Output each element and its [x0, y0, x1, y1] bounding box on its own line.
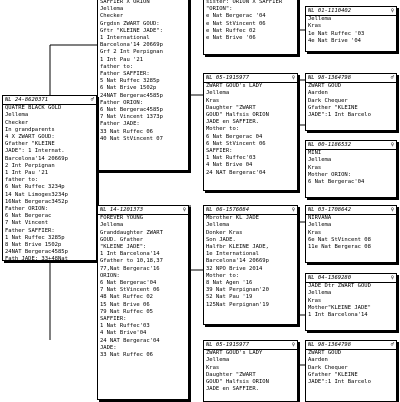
- ring-number: NL 98-1364798: [308, 75, 352, 81]
- card-text-line: JADE Dtr ZWART GOUD: [308, 283, 371, 290]
- sex-symbol-icon: ♀: [390, 142, 394, 148]
- card-body: [206, 0, 295, 42]
- card-text-line: NIRVANA: [308, 215, 332, 222]
- sex-symbol-icon: ♀: [390, 8, 394, 14]
- card-text-line: 1 Int Pau '21: [5, 170, 49, 177]
- card-text-line: sister: ORION X SAFFIER: [206, 0, 283, 5]
- card-text-line: 1 Nat Ruffec'03: [206, 155, 256, 162]
- connector-g3c-to-g4d: [298, 305, 305, 315]
- card-text-line: "KLEINE JADE":: [100, 244, 147, 251]
- card-header: [204, 75, 297, 83]
- card-body: [308, 207, 394, 251]
- sex-symbol-icon: ♂: [390, 75, 394, 81]
- card-text-line: Gftr "KLEINE JADE":: [100, 27, 163, 34]
- connector-g3c-to-g4c: [298, 215, 305, 222]
- card-text-line: Gfather "KLEINE: [308, 371, 358, 378]
- ring-number: NL 01-1110402: [308, 8, 352, 14]
- ring-number: NL 04-1369280: [308, 275, 352, 281]
- card-text-line: Daughter "ZWART: [206, 104, 256, 111]
- card-text-line: Son JADE.: [206, 236, 236, 243]
- card-text-line: 1 Nat Ruffec 3285p: [5, 234, 65, 241]
- card-text-line: Father ORION:: [100, 99, 144, 106]
- card-text-line: 1e Nat Ruffec '03: [308, 30, 365, 37]
- pedigree-card-g4-1[interactable]: [305, 6, 397, 52]
- card-text-line: 1e International: [206, 251, 259, 258]
- card-text-line: e Nat Brive '06: [206, 35, 256, 42]
- card-text-line: Dark Chequer: [308, 364, 348, 371]
- card-text-line: Jellema: [206, 357, 230, 364]
- ring-number: NL 00-1186532: [308, 142, 352, 148]
- card-text-line: 14 Nat Limoges3234p: [5, 191, 68, 198]
- card-text-line: e Nat Bergerac '04: [206, 13, 266, 20]
- card-text-line: Mother to:: [206, 272, 240, 279]
- card-text-line: Gfather "KLEINE: [308, 104, 358, 111]
- card-text-line: 32 NPO Brive 2014: [206, 265, 263, 272]
- card-text-line: 24NAT Bergerac4585p: [5, 249, 68, 256]
- card-header: [306, 275, 396, 283]
- card-header: [306, 75, 396, 83]
- card-text-line: 125Nat Perpignan'19: [206, 301, 269, 308]
- card-text-line: Mother ORION:: [308, 171, 352, 178]
- card-text-line: 39 Nat Perpignan'20: [206, 287, 269, 294]
- card-header: [306, 207, 396, 215]
- card-text-line: Kras: [206, 97, 220, 104]
- pedigree-card-g4-zwart-goud-2[interactable]: [305, 340, 397, 402]
- card-header: [306, 142, 396, 150]
- pedigree-card-root[interactable]: [2, 95, 97, 261]
- card-text-line: Kras: [308, 164, 322, 171]
- card-text-line: Checker: [5, 119, 29, 126]
- ring-number: NL 06-1576084: [206, 207, 250, 213]
- card-text-line: 48 Nat Ruffec 02: [100, 294, 153, 301]
- card-text-line: 6 Nat Bergerac'04: [308, 179, 365, 186]
- pedigree-card-g3-mbrother[interactable]: [203, 205, 298, 325]
- card-text-line: JADE":1 Int Barcelo: [308, 112, 371, 119]
- card-body: [308, 342, 394, 386]
- card-text-line: QUATRE BLACK GOLD: [5, 105, 62, 112]
- card-text-line: 6 Nat Bergerac4585p: [100, 107, 163, 114]
- card-body: [206, 342, 295, 393]
- card-text-line: Halfbr KLEINE JADE,: [206, 244, 269, 251]
- card-text-line: e Nat Ruffec 02: [206, 27, 256, 34]
- card-text-line: Jellema: [206, 90, 230, 97]
- card-text-line: Kras: [308, 229, 322, 236]
- card-text-line: JADE": 1 Internat.: [5, 148, 65, 155]
- card-text-line: GOUD" Halfsis ORION: [206, 379, 269, 386]
- card-text-line: Gfather to 10,18,37: [100, 258, 163, 265]
- card-text-line: 4 Nat Brive'04: [100, 330, 147, 337]
- card-header: [204, 207, 297, 215]
- card-header: [98, 207, 188, 215]
- card-text-line: 4 Nat Brive 04: [206, 162, 253, 169]
- card-text-line: ZWART GOUD: [308, 350, 342, 357]
- card-text-line: Mother"KLEINE JADE": [308, 304, 371, 311]
- card-body: [308, 275, 394, 319]
- pedigree-card-g4-zwart-goud-1[interactable]: [305, 73, 397, 131]
- ring-number: NL 05-1915977: [206, 75, 250, 81]
- ring-number: NL 24-8620371: [5, 97, 49, 103]
- card-text-line: 5 Nat Ruffec 3285p: [100, 78, 160, 85]
- card-text-line: SAFFIER:: [206, 148, 233, 155]
- card-text-line: Jellema: [308, 290, 332, 297]
- card-text-line: 7 Nat StVincent 06: [100, 287, 160, 294]
- card-text-line: Jellema: [308, 222, 332, 229]
- card-text-line: SAFFIER X ORION: [100, 0, 150, 5]
- card-text-line: JADE en SAFFIER.: [206, 119, 259, 126]
- card-body: [100, 207, 186, 359]
- pedigree-card-g4-mini[interactable]: [305, 140, 397, 198]
- sex-symbol-icon: ♀: [390, 275, 394, 281]
- card-text-line: 33 Nat Ruffec 06: [100, 352, 153, 359]
- card-text-line: 6 Nat Ruffec 3234p: [5, 184, 65, 191]
- connector-g3b-to-g4b: [298, 80, 305, 90]
- card-text-line: FOREVER YOUNG: [100, 215, 144, 222]
- card-text-line: JADE":1 Int Barcelo: [308, 379, 371, 386]
- card-body: [308, 142, 394, 186]
- card-text-line: 33 Nat Ruffec 06: [100, 128, 153, 135]
- card-text-line: Daughter "ZWART: [206, 371, 256, 378]
- card-text-line: Kras: [308, 297, 322, 304]
- card-text-line: 6 Nat Bergerac: [5, 213, 52, 220]
- card-text-line: Donker Kras: [206, 229, 243, 236]
- card-text-line: Jellema: [100, 6, 124, 13]
- card-text-line: 1 Int Pau '21: [100, 56, 144, 63]
- pedigree-card-g4-jade-dtr[interactable]: [305, 273, 397, 331]
- card-text-line: Aarden: [308, 90, 328, 97]
- sex-symbol-icon: ♀: [182, 207, 186, 213]
- card-text-line: Kras: [206, 364, 220, 371]
- card-text-line: MINI: [308, 150, 322, 157]
- pedigree-card-g3-lady-2[interactable]: [203, 340, 298, 402]
- card-text-line: ZWART GOUD's LADY: [206, 83, 263, 90]
- sex-symbol-icon: ♀: [291, 75, 295, 81]
- card-text-line: Barcelona'14 20669p: [206, 258, 269, 265]
- card-text-line: Gfather "KLEINE: [5, 141, 55, 148]
- card-text-line: 6e Nat StVincent 08: [308, 236, 371, 243]
- card-text-line: Checker: [100, 13, 124, 20]
- card-text-line: Dark Chequer: [308, 97, 348, 104]
- card-text-line: 24 NAT Bergerac'04: [100, 337, 160, 344]
- card-text-line: In grandparents: [5, 126, 55, 133]
- card-body: [5, 97, 94, 261]
- sex-symbol-icon: ♂: [90, 97, 94, 103]
- card-text-line: ZWART GOUD's LADY: [206, 350, 263, 357]
- ring-number: NL 14-1201373: [100, 207, 144, 213]
- card-text-line: 4e Nat Brive '04: [308, 37, 361, 44]
- connector-g3a-to-g4a: [298, 20, 305, 30]
- ring-number: NL 98-1364798: [308, 342, 352, 348]
- card-header: [306, 8, 396, 16]
- card-text-line: Barcelona'14 20669p: [5, 155, 68, 162]
- card-text-line: GOUD. Gfather: [100, 236, 144, 243]
- card-text-line: 15 Nat Brive 06: [100, 301, 150, 308]
- card-text-line: 7 Nat Vincent 1373p: [100, 114, 163, 121]
- card-text-line: Father ORION:: [5, 206, 49, 213]
- card-text-line: Jellema: [308, 157, 332, 164]
- card-text-line: Grf 2 Int Perpignan: [100, 49, 163, 56]
- card-text-line: Kras: [308, 23, 322, 30]
- card-text-line: 2 Int Perpignan: [5, 162, 55, 169]
- card-text-line: 79 Nat Ruffec 05: [100, 308, 153, 315]
- card-text-line: 8 Nat Agen '16: [206, 280, 253, 287]
- card-text-line: 4 X ZWART GOUD:: [5, 134, 55, 141]
- card-body: [100, 0, 186, 143]
- card-text-line: 1 Nat Ruffec'03: [100, 323, 150, 330]
- card-text-line: SAFFIER:: [100, 316, 127, 323]
- card-body: [206, 75, 295, 177]
- card-text-line: 24 NAT Bergerac'04: [206, 169, 266, 176]
- card-text-line: 6 Nat Bergerac 04: [206, 133, 263, 140]
- card-text-line: 77,Nat Bergerac'16: [100, 265, 160, 272]
- card-text-line: JADE:: [100, 344, 117, 351]
- card-text-line: ORION:: [100, 272, 120, 279]
- sex-symbol-icon: ♀: [390, 207, 394, 213]
- card-text-line: GOUD" Halfsis ORION: [206, 112, 269, 119]
- card-text-line: 1 Int Barcelona'14: [100, 251, 160, 258]
- card-text-line: Mbrother KL JADE: [206, 215, 259, 222]
- card-text-line: JADE en SAFFIER.: [206, 386, 259, 393]
- sex-symbol-icon: ♂: [390, 342, 394, 348]
- card-text-line: 7 Nat Vincent: [5, 220, 49, 227]
- card-text-line: Fath JADE: 33+48Nat: [5, 256, 68, 261]
- card-text-line: Grgdsn ZWART GOUD:: [100, 20, 160, 27]
- card-text-line: father to:: [5, 177, 39, 184]
- card-text-line: 24NAT Bergerac4585p: [100, 92, 163, 99]
- card-text-line: 6 Nat StVincent 06: [206, 140, 266, 147]
- sex-symbol-icon: ♀: [291, 342, 295, 348]
- card-text-line: 1 Int Barcelona'14: [308, 312, 368, 319]
- pedigree-card-sister[interactable]: [203, 0, 298, 55]
- card-header: [3, 97, 96, 105]
- card-text-line: 52 Nat Pau '19: [206, 294, 253, 301]
- card-text-line: Mother to:: [206, 126, 240, 133]
- card-text-line: Granddaughter ZWART: [100, 229, 163, 236]
- card-text-line: ZWART GOUD: [308, 83, 342, 90]
- card-text-line: Jellema: [308, 16, 332, 23]
- pedigree-card-dam[interactable]: [97, 205, 189, 400]
- card-text-line: Jellema: [206, 222, 230, 229]
- card-text-line: Father JADE:: [100, 121, 140, 128]
- card-body: [308, 75, 394, 119]
- card-text-line: 6 Nat Brive 1502p: [100, 85, 157, 92]
- sex-symbol-icon: ♀: [291, 207, 295, 213]
- card-text-line: Father SAFFIER:: [100, 71, 150, 78]
- card-text-line: 11e Nat Bergerac 08: [308, 244, 371, 251]
- card-body: [206, 207, 295, 309]
- card-text-line: e Nat StVincent 06: [206, 20, 266, 27]
- connector-g3b-to-g4: [298, 110, 305, 125]
- card-body: [308, 8, 394, 45]
- card-text-line: father to:: [100, 63, 134, 70]
- card-text-line: 40 Nat StVincent 07: [100, 135, 163, 142]
- card-text-line: 16Nat Bergerac3452p: [5, 198, 68, 205]
- card-text-line: Barcelona'14 20669p: [100, 42, 163, 49]
- card-header: [204, 342, 297, 350]
- card-text-line: Aarden: [308, 357, 328, 364]
- ring-number: NL 03-1708642: [308, 207, 352, 213]
- card-header: [306, 342, 396, 350]
- pedigree-card-g4-nirvana[interactable]: [305, 205, 397, 263]
- card-text-line: 8 Nat Brive 1502p: [5, 242, 62, 249]
- pedigree-card-sire[interactable]: [97, 0, 189, 171]
- card-text-line: Father SAFFIER:: [5, 227, 55, 234]
- card-text-line: 6 Nat Bergerac'04: [100, 280, 157, 287]
- pedigree-card-g3-lady[interactable]: [203, 73, 298, 191]
- card-text-line: Jellema: [5, 112, 29, 119]
- connector-g3d-to-g4e: [298, 355, 305, 365]
- ring-number: NL 05-1915977: [206, 342, 250, 348]
- card-text-line: "ORION":: [206, 6, 233, 13]
- card-text-line: Jellema: [100, 222, 124, 229]
- card-text-line: 1 International: [100, 35, 150, 42]
